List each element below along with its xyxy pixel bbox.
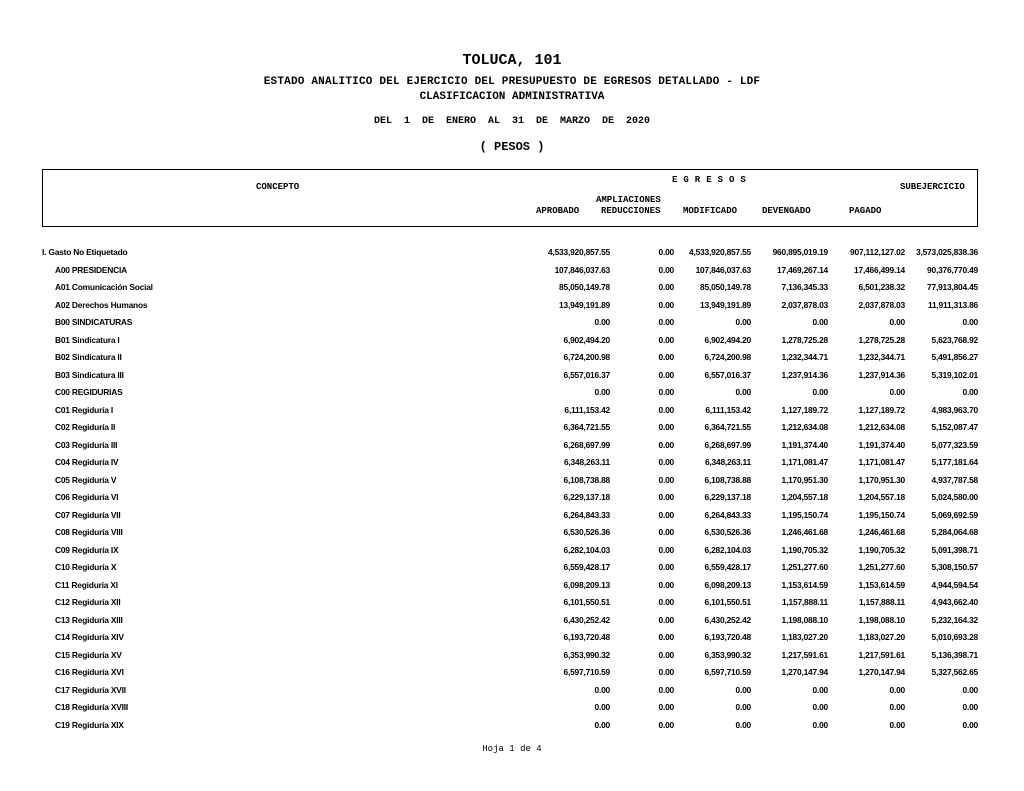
cell-modificado: 6,902,494.20 [704, 334, 751, 345]
header-concepto: CONCEPTO [256, 182, 300, 192]
cell-subejercicio: 3,573,025,838.36 [915, 247, 978, 257]
cell-ampliaciones-reducciones: 0.00 [658, 509, 674, 520]
cell-pagado: 1,171,081.47 [858, 457, 905, 467]
table-row [0, 667, 1024, 685]
table-row [0, 545, 1024, 563]
table-row [0, 265, 1024, 283]
cell-pagado: 1,251,277.60 [858, 562, 905, 572]
cell-aprobado: 6,430,252.42 [563, 614, 610, 625]
report-period: DEL 1 DE ENERO AL 31 DE MARZO DE 2020 [373, 116, 651, 127]
cell-subejercicio: 4,983,963.70 [931, 404, 978, 415]
cell-subejercicio: 0.00 [962, 684, 978, 695]
cell-subejercicio: 90,376,770.49 [927, 264, 978, 275]
cell-aprobado: 6,264,843.33 [563, 509, 610, 520]
cell-devengado: 1,153,614.59 [781, 579, 828, 590]
cell-pagado: 1,237,914.36 [858, 369, 905, 380]
row-concepto: A02 Derechos Humanos [55, 299, 148, 310]
cell-modificado: 6,098,209.13 [704, 579, 751, 590]
cell-aprobado: 6,902,494.20 [563, 334, 610, 345]
cell-ampliaciones-reducciones: 0.00 [658, 684, 674, 695]
cell-subejercicio: 5,010,693.28 [931, 632, 978, 642]
table-row [0, 370, 1024, 388]
cell-subejercicio: 11,911,313.86 [927, 299, 978, 310]
cell-modificado: 0.00 [735, 387, 751, 397]
cell-devengado: 1,198,088.10 [781, 614, 828, 625]
cell-modificado: 0.00 [735, 702, 751, 712]
cell-modificado: 6,101,550.51 [704, 597, 751, 607]
cell-aprobado: 0.00 [594, 317, 610, 327]
table-row [0, 527, 1024, 545]
table-row [0, 317, 1024, 335]
table-row [0, 457, 1024, 475]
cell-pagado: 1,191,374.40 [858, 439, 905, 450]
cell-subejercicio: 5,177,181.64 [931, 457, 978, 467]
cell-pagado: 2,037,878.03 [858, 299, 905, 310]
cell-ampliaciones-reducciones: 0.00 [658, 422, 674, 432]
table-row [0, 475, 1024, 493]
cell-modificado: 6,364,721.55 [704, 422, 751, 432]
cell-modificado: 6,282,104.03 [704, 544, 751, 555]
table-row [0, 615, 1024, 633]
cell-subejercicio: 5,069,692.59 [931, 509, 978, 520]
cell-ampliaciones-reducciones: 0.00 [658, 352, 674, 362]
row-concepto: C16 Regiduría XVI [55, 667, 124, 677]
row-concepto: C13 Regiduría XIII [55, 614, 123, 625]
table-row [0, 580, 1024, 598]
row-concepto: B02 Sindicatura II [55, 352, 122, 362]
cell-aprobado: 6,364,721.55 [563, 422, 610, 432]
cell-modificado: 6,530,526.36 [704, 527, 751, 537]
cell-pagado: 0.00 [889, 317, 905, 327]
table-row [0, 300, 1024, 318]
cell-subejercicio: 0.00 [962, 719, 978, 730]
header-ampliaciones: AMPLIACIONES [596, 195, 661, 205]
row-concepto: C06 Regiduría VI [55, 492, 119, 502]
report-subtitle: ESTADO ANALITICO DEL EJERCICIO DEL PRESUPUESTO DE EGRESOS DETALLADO - LDF [263, 76, 761, 88]
row-concepto: B03 Sindicatura III [55, 369, 124, 380]
cell-pagado: 17,466,499.14 [854, 264, 905, 275]
cell-subejercicio: 0.00 [962, 387, 978, 397]
cell-devengado: 1,190,705.32 [781, 544, 828, 555]
cell-devengado: 17,469,267.14 [777, 264, 828, 275]
cell-devengado: 0.00 [812, 387, 828, 397]
row-concepto: C10 Regiduría X [55, 562, 117, 572]
row-concepto: C00 REGIDURIAS [55, 387, 123, 397]
cell-modificado: 6,597,710.59 [704, 667, 751, 677]
cell-subejercicio: 4,944,594.54 [931, 579, 978, 590]
cell-aprobado: 107,846,037.63 [554, 264, 610, 275]
table-row [0, 405, 1024, 423]
table-row [0, 422, 1024, 440]
cell-aprobado: 6,098,209.13 [563, 579, 610, 590]
row-concepto: B00 SINDICATURAS [55, 317, 133, 327]
table-row [0, 440, 1024, 458]
cell-aprobado: 85,050,149.78 [559, 282, 610, 292]
cell-aprobado: 6,559,428.17 [563, 562, 610, 572]
cell-ampliaciones-reducciones: 0.00 [658, 334, 674, 345]
cell-subejercicio: 5,136,398.71 [931, 649, 978, 660]
cell-modificado: 4,533,920,857.55 [688, 247, 751, 257]
cell-modificado: 107,846,037.63 [695, 264, 751, 275]
cell-ampliaciones-reducciones: 0.00 [658, 299, 674, 310]
cell-devengado: 1,246,461.68 [781, 527, 828, 537]
cell-ampliaciones-reducciones: 0.00 [658, 614, 674, 625]
row-concepto: A00 PRESIDENCIA [55, 264, 127, 275]
cell-subejercicio: 5,284,064.68 [931, 527, 978, 537]
cell-ampliaciones-reducciones: 0.00 [658, 719, 674, 730]
cell-devengado: 1,127,189.72 [781, 404, 828, 415]
row-concepto: C09 Regiduría IX [55, 544, 119, 555]
table-row [0, 492, 1024, 510]
cell-pagado: 1,183,027.20 [858, 632, 905, 642]
cell-ampliaciones-reducciones: 0.00 [658, 282, 674, 292]
cell-ampliaciones-reducciones: 0.00 [658, 492, 674, 502]
cell-ampliaciones-reducciones: 0.00 [658, 474, 674, 485]
table-row [0, 282, 1024, 300]
cell-modificado: 0.00 [735, 317, 751, 327]
cell-pagado: 1,217,591.61 [858, 649, 905, 660]
cell-pagado: 1,198,088.10 [858, 614, 905, 625]
cell-pagado: 1,190,705.32 [858, 544, 905, 555]
cell-subejercicio: 5,623,768.92 [931, 334, 978, 345]
cell-aprobado: 0.00 [594, 387, 610, 397]
cell-subejercicio: 5,077,323.59 [931, 439, 978, 450]
cell-devengado: 0.00 [812, 702, 828, 712]
cell-aprobado: 0.00 [594, 684, 610, 695]
row-concepto: C11 Regiduría XI [55, 579, 118, 590]
cell-aprobado: 6,268,697.99 [563, 439, 610, 450]
cell-ampliaciones-reducciones: 0.00 [658, 702, 674, 712]
cell-devengado: 2,037,878.03 [781, 299, 828, 310]
cell-aprobado: 4,533,920,857.55 [547, 247, 610, 257]
cell-ampliaciones-reducciones: 0.00 [658, 264, 674, 275]
cell-aprobado: 13,949,191.89 [559, 299, 610, 310]
cell-devengado: 1,217,591.61 [781, 649, 828, 660]
row-concepto: C12 Regiduría XII [55, 597, 121, 607]
row-concepto: C07 Regiduría VII [55, 509, 121, 520]
cell-devengado: 1,191,374.40 [781, 439, 828, 450]
header-subejercicio: SUBEJERCICIO [900, 182, 965, 192]
cell-modificado: 6,193,720.48 [704, 632, 751, 642]
cell-aprobado: 0.00 [594, 702, 610, 712]
table-header [42, 169, 978, 227]
table-row [0, 720, 1024, 738]
cell-aprobado: 6,724,200.98 [563, 352, 610, 362]
cell-aprobado: 6,111,153.42 [564, 404, 610, 415]
cell-subejercicio: 5,152,087.47 [931, 422, 978, 432]
cell-subejercicio: 5,024,580.00 [931, 492, 978, 502]
cell-pagado: 1,153,614.59 [858, 579, 905, 590]
cell-ampliaciones-reducciones: 0.00 [658, 667, 674, 677]
cell-ampliaciones-reducciones: 0.00 [658, 457, 674, 467]
cell-aprobado: 0.00 [594, 719, 610, 730]
row-concepto: C04 Regiduría IV [55, 457, 119, 467]
cell-ampliaciones-reducciones: 0.00 [658, 387, 674, 397]
row-concepto: C15 Regiduría XV [55, 649, 122, 660]
cell-aprobado: 6,597,710.59 [563, 667, 610, 677]
table-row [0, 685, 1024, 703]
cell-devengado: 1,171,081.47 [781, 457, 828, 467]
cell-pagado: 1,278,725.28 [858, 334, 905, 345]
cell-pagado: 0.00 [889, 684, 905, 695]
cell-modificado: 85,050,149.78 [700, 282, 751, 292]
row-concepto: C17 Regiduría XVII [55, 684, 126, 695]
cell-subejercicio: 4,943,662.40 [931, 597, 978, 607]
header-modificado: MODIFICADO [683, 206, 738, 216]
cell-devengado: 0.00 [812, 317, 828, 327]
cell-aprobado: 6,348,263.11 [563, 457, 610, 467]
cell-ampliaciones-reducciones: 0.00 [658, 632, 674, 642]
row-concepto: C05 Regiduría V [55, 474, 117, 485]
cell-devengado: 0.00 [812, 684, 828, 695]
cell-modificado: 6,557,016.37 [704, 369, 751, 380]
row-concepto: B01 Sindicatura I [55, 334, 120, 345]
cell-aprobado: 6,557,016.37 [563, 369, 610, 380]
cell-subejercicio: 0.00 [962, 317, 978, 327]
cell-aprobado: 6,530,526.36 [563, 527, 610, 537]
cell-subejercicio: 0.00 [962, 702, 978, 712]
cell-subejercicio: 5,091,398.71 [931, 544, 978, 555]
cell-devengado: 1,195,150.74 [781, 509, 828, 520]
cell-ampliaciones-reducciones: 0.00 [658, 649, 674, 660]
row-concepto: C18 Regiduría XVIII [55, 702, 128, 712]
cell-subejercicio: 77,913,804.45 [927, 282, 978, 292]
cell-modificado: 6,108,738.88 [704, 474, 751, 485]
table-row [0, 632, 1024, 650]
header-reducciones: REDUCCIONES [601, 206, 661, 216]
cell-pagado: 0.00 [889, 387, 905, 397]
table-row [0, 247, 1024, 265]
table-row [0, 562, 1024, 580]
cell-pagado: 1,195,150.74 [858, 509, 905, 520]
cell-devengado: 1,278,725.28 [781, 334, 828, 345]
cell-pagado: 1,232,344.71 [858, 352, 905, 362]
cell-ampliaciones-reducciones: 0.00 [658, 404, 674, 415]
cell-devengado: 1,232,344.71 [781, 352, 828, 362]
cell-aprobado: 6,108,738.88 [563, 474, 610, 485]
report-classification: CLASIFICACION ADMINISTRATIVA [419, 91, 605, 103]
row-concepto: C03 Regiduría III [55, 439, 118, 450]
table-row [0, 597, 1024, 615]
report-currency: ( PESOS ) [479, 140, 545, 154]
cell-subejercicio: 5,327,562.65 [931, 667, 978, 677]
table-row [0, 702, 1024, 720]
cell-aprobado: 6,101,550.51 [563, 597, 610, 607]
header-egresos: EGRESOS [672, 175, 752, 185]
cell-pagado: 1,157,888.11 [858, 597, 905, 607]
cell-devengado: 1,251,277.60 [781, 562, 828, 572]
row-concepto: C02 Regiduría II [55, 422, 116, 432]
cell-modificado: 6,229,137.18 [704, 492, 751, 502]
cell-ampliaciones-reducciones: 0.00 [658, 562, 674, 572]
cell-devengado: 7,136,345.33 [781, 282, 828, 292]
header-aprobado: APROBADO [536, 206, 580, 216]
cell-subejercicio: 4,937,787.58 [931, 474, 978, 485]
cell-modificado: 6,348,263.11 [704, 457, 751, 467]
cell-subejercicio: 5,319,102.01 [931, 369, 978, 380]
cell-devengado: 1,270,147.94 [781, 667, 828, 677]
cell-pagado: 907,112,127.02 [850, 247, 905, 257]
cell-devengado: 1,157,888.11 [781, 597, 828, 607]
cell-ampliaciones-reducciones: 0.00 [658, 527, 674, 537]
cell-modificado: 13,949,191.89 [700, 299, 751, 310]
cell-devengado: 1,212,634.08 [781, 422, 828, 432]
cell-pagado: 6,501,238.32 [858, 282, 905, 292]
cell-ampliaciones-reducciones: 0.00 [658, 579, 674, 590]
row-concepto: C01 Regiduría I [55, 404, 113, 415]
cell-ampliaciones-reducciones: 0.00 [658, 369, 674, 380]
cell-pagado: 0.00 [889, 719, 905, 730]
table-row [0, 352, 1024, 370]
report-title: TOLUCA, 101 [462, 52, 562, 69]
cell-ampliaciones-reducciones: 0.00 [658, 544, 674, 555]
cell-subejercicio: 5,308,150.57 [931, 562, 978, 572]
row-concepto: C08 Regiduría VIII [55, 527, 123, 537]
cell-devengado: 0.00 [812, 719, 828, 730]
cell-ampliaciones-reducciones: 0.00 [658, 597, 674, 607]
cell-aprobado: 6,193,720.48 [563, 632, 610, 642]
cell-pagado: 1,212,634.08 [858, 422, 905, 432]
header-devengado: DEVENGADO [762, 206, 811, 216]
cell-modificado: 6,724,200.98 [704, 352, 751, 362]
row-concepto: C19 Regiduría XIX [55, 719, 124, 730]
cell-pagado: 0.00 [889, 702, 905, 712]
cell-pagado: 1,204,557.18 [858, 492, 905, 502]
cell-devengado: 1,183,027.20 [781, 632, 828, 642]
row-concepto: A01 Comunicación Social [55, 282, 153, 292]
cell-aprobado: 6,353,990.32 [563, 649, 610, 660]
header-pagado: PAGADO [849, 206, 882, 216]
cell-modificado: 6,430,252.42 [704, 614, 751, 625]
cell-modificado: 6,353,990.32 [704, 649, 751, 660]
row-concepto: C14 Regiduría XIV [55, 632, 124, 642]
cell-modificado: 6,268,697.99 [704, 439, 751, 450]
table-row [0, 650, 1024, 668]
table-row [0, 510, 1024, 528]
row-concepto: I. Gasto No Etiquetado [42, 247, 128, 257]
cell-pagado: 1,246,461.68 [858, 527, 905, 537]
table-row [0, 387, 1024, 405]
cell-ampliaciones-reducciones: 0.00 [658, 439, 674, 450]
cell-ampliaciones-reducciones: 0.00 [658, 317, 674, 327]
cell-aprobado: 6,282,104.03 [563, 544, 610, 555]
cell-pagado: 1,270,147.94 [858, 667, 905, 677]
cell-modificado: 6,559,428.17 [704, 562, 751, 572]
cell-pagado: 1,170,951.30 [858, 474, 905, 485]
cell-ampliaciones-reducciones: 0.00 [658, 247, 674, 257]
table-body [0, 247, 1024, 737]
cell-modificado: 6,264,843.33 [704, 509, 751, 520]
cell-modificado: 0.00 [735, 684, 751, 695]
cell-subejercicio: 5,491,856.27 [931, 352, 978, 362]
cell-aprobado: 6,229,137.18 [563, 492, 610, 502]
cell-pagado: 1,127,189.72 [858, 404, 905, 415]
cell-devengado: 1,204,557.18 [781, 492, 828, 502]
cell-devengado: 960,895,019.19 [772, 247, 828, 257]
cell-devengado: 1,170,951.30 [781, 474, 828, 485]
table-row [0, 335, 1024, 353]
cell-modificado: 0.00 [735, 719, 751, 730]
cell-devengado: 1,237,914.36 [781, 369, 828, 380]
page-number: Hoja 1 de 4 [482, 744, 542, 754]
cell-subejercicio: 5,232,164.32 [931, 614, 978, 625]
cell-modificado: 6,111,153.42 [705, 404, 751, 415]
